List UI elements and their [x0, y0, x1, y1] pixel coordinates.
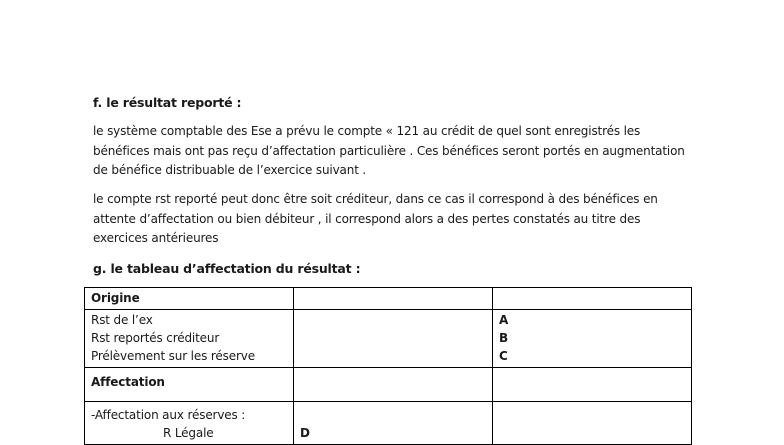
paragraph-line: bénéfices mais ont pas reçu d’affectation particulière . Ces bénéfices seront portés en augmentation	[93, 143, 685, 158]
empty-cell	[493, 368, 692, 402]
table-row	[85, 310, 692, 368]
section-f-heading: f. le résultat reporté :	[93, 95, 242, 110]
paragraph-line: attente d’affectation ou bien débiteur , il correspond alors a des pertes constatés au titre des	[93, 211, 641, 226]
letter-label: D	[300, 426, 310, 440]
empty-cell	[294, 368, 493, 402]
origine-letters-cell	[493, 310, 692, 368]
origine-item: Rst de l’ex	[91, 313, 153, 327]
origine-header-cell: Origine	[85, 288, 294, 310]
paragraph-line: le compte rst reporté peut donc être soit créditeur, dans ce cas il correspond à des bénéfices en	[93, 192, 658, 206]
empty-cell	[493, 288, 692, 310]
paragraph-line: de bénéfice distribuable de l’exercice suivant .	[93, 163, 367, 177]
section-f-paragraph-1	[93, 122, 713, 181]
letter-label	[300, 406, 486, 424]
section-g-heading: g. le tableau d’affectation du résultat :	[93, 261, 361, 276]
affectation-reserves-label: -Affectation aux réserves :	[91, 408, 246, 422]
letter-label: B	[499, 331, 508, 345]
empty-cell	[294, 288, 493, 310]
letter-label: A	[499, 313, 509, 327]
section-f-paragraph-2	[93, 190, 713, 249]
origine-item: Prélèvement sur les réserve	[91, 349, 255, 363]
empty-cell	[294, 310, 493, 368]
affectation-table	[84, 287, 692, 445]
table-row	[85, 288, 692, 310]
origine-items-cell	[85, 310, 294, 368]
r-legale-label: R Légale	[163, 426, 214, 440]
empty-cell	[493, 402, 692, 445]
r-legale-letter-cell	[294, 402, 493, 445]
paragraph-line: le système comptable des Ese a prévu le compte « 121 au crédit de quel sont enregistrés les	[93, 124, 641, 138]
affectation-header-cell: Affectation	[85, 368, 294, 402]
paragraph-line: exercices antérieures	[93, 231, 219, 245]
origine-item: Rst reportés créditeur	[91, 331, 220, 345]
affectation-reserves-cell	[85, 402, 294, 445]
table-row	[85, 402, 692, 445]
table-row	[85, 368, 692, 402]
letter-label: C	[499, 349, 508, 363]
